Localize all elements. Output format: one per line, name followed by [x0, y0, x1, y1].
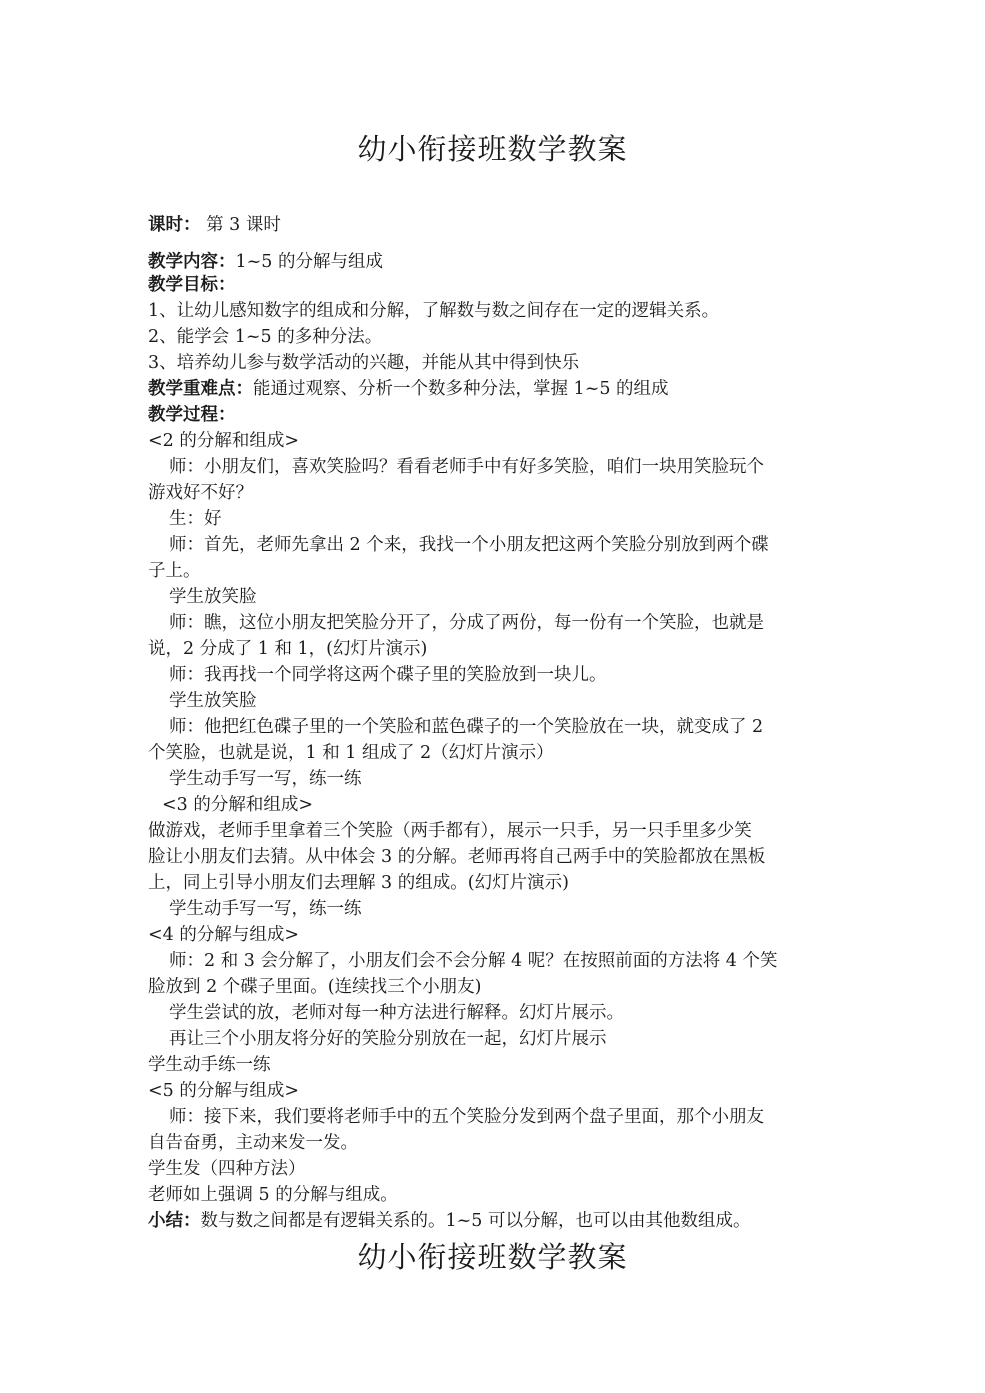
paragraph-line: 生：好 — [169, 509, 222, 529]
paragraph-line: 说，2 分成了 1 和 1，(幻灯片演示) — [148, 639, 428, 659]
goal-item: 1、让幼儿感知数字的组成和分解，了解数与数之间存在一定的逻辑关系。 — [148, 301, 720, 321]
paragraph-line: 再让三个小朋友将分好的笑脸分别放在一起，幻灯片展示 — [169, 1029, 607, 1049]
paragraph-line: 学生放笑脸 — [169, 587, 257, 607]
paragraph-line: 师：小朋友们，喜欢笑脸吗？看看老师手中有好多笑脸，咱们一块用笑脸玩个 — [169, 457, 764, 477]
difficulty-value: 能通过观察、分析一个数多种分法，掌握 1~5 的组成 — [253, 379, 669, 399]
goal-item: 2、能学会 1~5 的多种分法。 — [148, 327, 383, 347]
content-value: 1~5 的分解与组成 — [235, 252, 383, 272]
content-line — [148, 251, 848, 273]
paragraph-line: 师：首先，老师先拿出 2 个来，我找一个小朋友把这两个笑脸分别放到两个碟 — [169, 535, 769, 555]
paragraph-line: 师：接下来，我们要将老师手中的五个笑脸分发到两个盘子里面，那个小朋友 — [169, 1107, 764, 1127]
process-heading: 教学过程： — [148, 405, 236, 425]
section-heading: <4 的分解与组成> — [148, 925, 300, 945]
paragraph-line: 自告奋勇，主动来发一发。 — [148, 1133, 358, 1153]
paragraph-line: 脸让小朋友们去猜。从中体会 3 的分解。老师再将自己两手中的笑脸都放在黑板 — [148, 847, 766, 867]
content-label: 教学内容： — [148, 252, 236, 272]
footer-title: 幼小衔接班数学教案 — [357, 1240, 628, 1274]
section-heading: <5 的分解与组成> — [148, 1081, 300, 1101]
lesson-time-line — [148, 214, 848, 236]
paragraph-line: 师：他把红色碟子里的一个笑脸和蓝色碟子的一个笑脸放在一块，就变成了 2 — [169, 717, 764, 737]
difficulty-line — [148, 378, 848, 400]
paragraph-line: 脸放到 2 个碟子里面。(连续找三个小朋友) — [148, 977, 482, 997]
paragraph-line: 学生发（四种方法） — [148, 1159, 306, 1179]
paragraph-line: 游戏好不好？ — [148, 483, 253, 503]
paragraph-line: 做游戏，老师手里拿着三个笑脸（两手都有），展示一只手，另一只手里多少笑 — [148, 821, 752, 841]
difficulty-label: 教学重难点： — [148, 379, 253, 399]
goals-heading: 教学目标： — [148, 275, 236, 295]
paragraph-line: 师：瞧，这位小朋友把笑脸分开了，分成了两份，每一份有一个笑脸，也就是 — [169, 613, 764, 633]
paragraph-line: 学生动手写一写，练一练 — [169, 899, 362, 919]
summary-line — [148, 1210, 848, 1232]
paragraph-line: 师：我再找一个同学将这两个碟子里的笑脸放到一块儿。 — [169, 665, 607, 685]
paragraph-line: 师：2 和 3 会分解了，小朋友们会不会分解 4 呢？在按照前面的方法将 4 个笑 — [169, 951, 778, 971]
lesson-time-label: 课时： — [148, 215, 201, 235]
summary-label: 小结： — [148, 1211, 201, 1231]
document-title: 幼小衔接班数学教案 — [357, 132, 628, 166]
paragraph-line: 上，同上引导小朋友们去理解 3 的组成。(幻灯片演示) — [148, 873, 569, 893]
paragraph-line: 学生动手练一练 — [148, 1055, 271, 1075]
section-heading: <2 的分解和组成> — [148, 431, 300, 451]
summary-value: 数与数之间都是有逻辑关系的。1~5 可以分解，也可以由其他数组成。 — [200, 1211, 751, 1231]
paragraph-line: 学生动手写一写，练一练 — [169, 769, 362, 789]
goal-item: 3、培养幼儿参与数学活动的兴趣，并能从其中得到快乐 — [148, 353, 580, 373]
section-heading: <3 的分解和组成> — [162, 795, 314, 815]
lesson-time-value: 第 3 课时 — [206, 215, 281, 235]
paragraph-line: 个笑脸，也就是说，1 和 1 组成了 2（幻灯片演示） — [148, 743, 554, 763]
paragraph-line: 老师如上强调 5 的分解与组成。 — [148, 1185, 398, 1205]
paragraph-line: 学生尝试的放，老师对每一种方法进行解释。幻灯片展示。 — [169, 1003, 624, 1023]
paragraph-line: 子上。 — [148, 561, 201, 581]
paragraph-line: 学生放笑脸 — [169, 691, 257, 711]
